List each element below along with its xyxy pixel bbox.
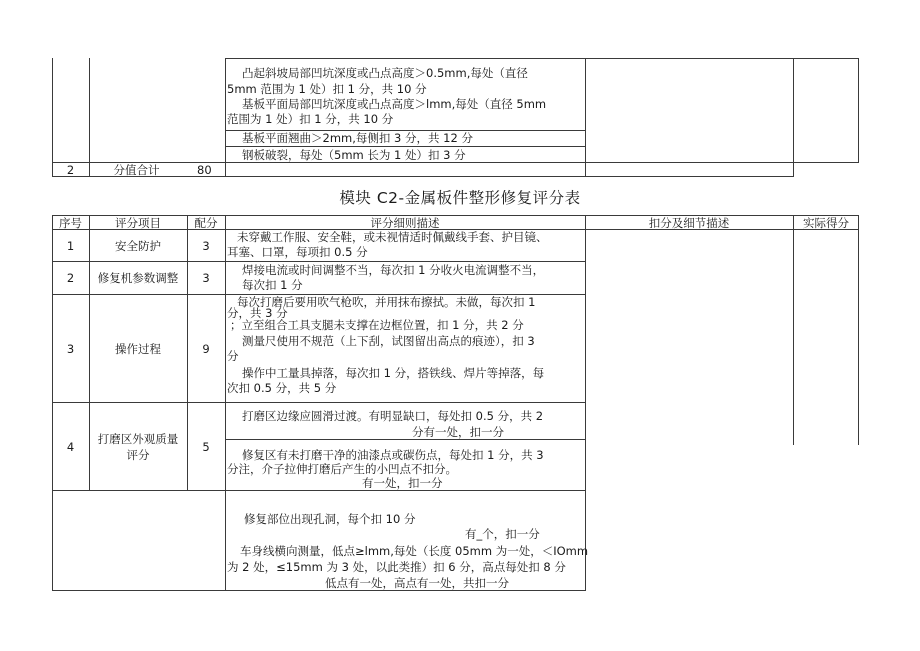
row-criteria: ；立至组合工具支腿未支撑在边框位置，扣 1 分，共 2 分 [230, 318, 524, 332]
grid-line [52, 58, 53, 177]
row-item: 评分 [126, 448, 150, 462]
row-criteria: 每次扣 1 分 [242, 278, 303, 292]
grid-line [585, 215, 586, 591]
grid-line [858, 58, 859, 162]
row-criteria: 未穿戴工作服、安全鞋，或未视情适时佩戴线手套、护目镜、 [237, 230, 548, 244]
header-score: 配分 [194, 216, 218, 230]
grid-line [52, 402, 585, 403]
grid-line [225, 439, 586, 440]
row-item: 安全防护 [115, 239, 161, 253]
page-title: 模块 C2-金属板件整形修复评分表 [339, 189, 581, 207]
row-no: 4 [66, 440, 75, 454]
grid-line [52, 490, 585, 491]
header-actual: 实际得分 [803, 216, 849, 230]
row-criteria: 次扣 0.5 分，共 5 分 [227, 381, 337, 395]
row-no: 3 [66, 342, 75, 356]
grid-line [52, 590, 585, 591]
criteria-line: 钢板破裂，每处（5mm 长为 1 处）扣 3 分 [242, 148, 466, 162]
criteria-line: 范围为 1 处）扣 1 分，共 10 分 [227, 112, 394, 126]
row-criteria: 耳塞、口罩，每项扣 0.5 分 [227, 245, 368, 259]
row-criteria: 测量尺使用不规范（上下刮，试图留出高点的痕迹），扣 3 [242, 334, 535, 348]
grid-line [225, 58, 226, 177]
row-score: 3 [202, 239, 210, 253]
grid-line [89, 58, 90, 177]
row-criteria: 分 [227, 349, 239, 363]
grid-line [52, 261, 585, 262]
row-criteria: 有_个，扣一分 [465, 527, 540, 541]
row-criteria: 焊接电流或时间调整不当，每次扣 1 分收火电流调整不当， [242, 263, 545, 277]
grid-line [225, 215, 226, 591]
row-no: 1 [66, 239, 75, 253]
row-criteria: 为 2 处，≤15mm 为 3 处，以此类推）扣 6 分，高点每处扣 8 分 [227, 560, 566, 574]
row-criteria: 有一处，扣一分 [362, 476, 443, 490]
row-criteria: 操作中工量具掉落，每次扣 1 分，搭铁线、焊片等掉落，每 [242, 366, 545, 380]
header-criteria: 评分细则描述 [370, 216, 440, 230]
row-criteria: 分，共 3 分 [227, 306, 288, 320]
grid-line [858, 215, 859, 445]
criteria-line: 基板平面翘曲＞2mm,每侧扣 3 分，共 12 分 [242, 131, 473, 145]
total-row-label: 分值合计 [113, 163, 160, 177]
row-item: 修复机参数调整 [97, 271, 179, 285]
row-criteria: 低点有一处，高点有一处，共扣一分 [325, 576, 509, 590]
header-item: 评分项目 [115, 216, 161, 230]
criteria-line: 基板平面局部凹坑深度或凸点高度＞lmm,每处（直径 5mm [242, 97, 547, 111]
row-criteria: 修复部位出现孔洞，每个扣 10 分 [244, 512, 416, 526]
row-score: 3 [202, 271, 210, 285]
header-deduction: 扣分及细节描述 [648, 216, 730, 230]
row-criteria: 修复区有未打磨干净的油漆点或碳伤点，每处扣 1 分，共 3 [242, 448, 544, 462]
criteria-line: 5mm 范围为 1 处）扣 1 分，共 10 分 [227, 82, 427, 96]
row-criteria: 车身线横向测量，低点≥lmm,每处（长度 05mm 为一处，＜IOmm [240, 544, 589, 558]
total-row-no: 2 [66, 163, 75, 177]
grid-line [225, 58, 859, 59]
row-no: 2 [66, 271, 75, 285]
criteria-line: 凸起斜坡局部凹坑深度或凸点高度＞0.5mm,每处（直径 [242, 66, 528, 80]
row-criteria: 分有一处，扣一分 [412, 425, 504, 439]
row-score: 9 [202, 342, 210, 356]
row-criteria: 每次打磨后要用吹气枪吹，并用抹布擦拭。未做，每次扣 1 [237, 295, 536, 309]
grid-line [585, 58, 586, 177]
grid-line [225, 146, 586, 147]
row-item: 打磨区外观质量 [97, 432, 179, 446]
total-row-score: 80 [197, 163, 212, 177]
grid-line [793, 58, 794, 177]
row-criteria: 分注，介子拉伸打磨后产生的小凹点不扣分。 [227, 462, 457, 476]
grid-line [793, 215, 794, 445]
header-no: 序号 [59, 216, 82, 230]
row-item: 操作过程 [115, 342, 161, 356]
row-criteria: 打磨区边缘应圆滑过渡。有明显缺口，每处扣 0.5 分，共 2 [242, 409, 544, 423]
row-score: 5 [202, 440, 210, 454]
